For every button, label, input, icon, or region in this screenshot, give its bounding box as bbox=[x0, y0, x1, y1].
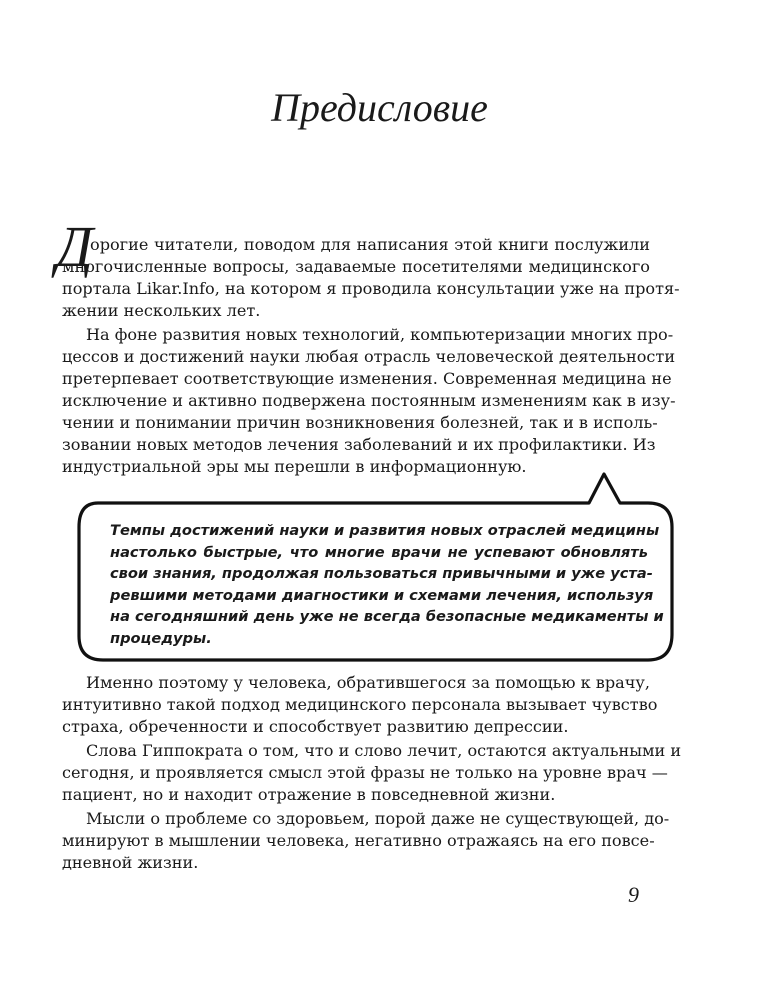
text-line: многочисленные вопросы, задаваемые посетителями медицинского bbox=[62, 257, 650, 276]
callout-line: свои знания, продолжая пользоваться привычными и уже уста- bbox=[110, 565, 653, 582]
text-line: Мысли о проблеме со здоровьем, порой даже не существующей, до- bbox=[86, 809, 670, 828]
callout-text bbox=[110, 520, 664, 649]
page-number: 9 bbox=[628, 882, 639, 907]
callout-line: настолько быстрые, что многие врачи не успевают обновлять bbox=[110, 543, 648, 561]
text-line: претерпевает соответствующие изменения. Современная медицина не bbox=[62, 369, 672, 388]
text-line: дневной жизни. bbox=[62, 853, 199, 872]
text-line: чении и понимании причин возникновения болезней, так и в исполь- bbox=[62, 413, 658, 432]
callout-line: ревшими методами диагностики и схемами лечения, используя bbox=[110, 586, 654, 604]
text-line: жении нескольких лет. bbox=[62, 301, 261, 320]
text-line: страха, обреченности и способствует развитию депрессии. bbox=[62, 717, 569, 736]
text-line: исключение и активно подвержена постоянным изменениям как в изу- bbox=[62, 391, 676, 410]
drop-cap: Д bbox=[56, 214, 93, 279]
text-line: пациент, но и находит отражение в повседневной жизни. bbox=[62, 785, 556, 804]
paragraph-3 bbox=[62, 672, 658, 738]
text-line: интуитивно такой подход медицинского персонала вызывает чувство bbox=[62, 695, 658, 714]
text-line: На фоне развития новых технологий, компьютеризации многих про- bbox=[86, 325, 674, 344]
text-line: зовании новых методов лечения заболеваний и их профилактики. Из bbox=[62, 435, 656, 454]
text-line: цессов и достижений науки любая отрасль человеческой деятельности bbox=[62, 347, 676, 366]
text-line: Именно поэтому у человека, обратившегося за помощью к врачу, bbox=[86, 673, 650, 692]
page-title: Предисловие bbox=[271, 85, 488, 130]
callout-line: на сегодняшний день уже не всегда безопасные медикаменты и bbox=[110, 608, 664, 625]
text-line: портала Likar.Info, на котором я проводила консультации уже на протя- bbox=[62, 279, 680, 298]
text-line: орогие читатели, поводом для написания этой книги послужили bbox=[90, 235, 650, 254]
text-line: индустриальной эры мы перешли в информационную. bbox=[62, 457, 527, 476]
paragraph-4 bbox=[62, 740, 682, 806]
text-line: сегодня, и проявляется смысл этой фразы не только на уровне врач — bbox=[62, 763, 668, 782]
text-line: Слова Гиппократа о том, что и слово лечит, остаются актуальными и bbox=[86, 741, 682, 760]
paragraph-5 bbox=[62, 808, 670, 874]
callout-line: Темпы достижений науки и развития новых отраслей медицины bbox=[110, 522, 660, 539]
text-line: минируют в мышлении человека, негативно отражаясь на его повсе- bbox=[62, 831, 655, 850]
callout-line: процедуры. bbox=[110, 629, 212, 647]
